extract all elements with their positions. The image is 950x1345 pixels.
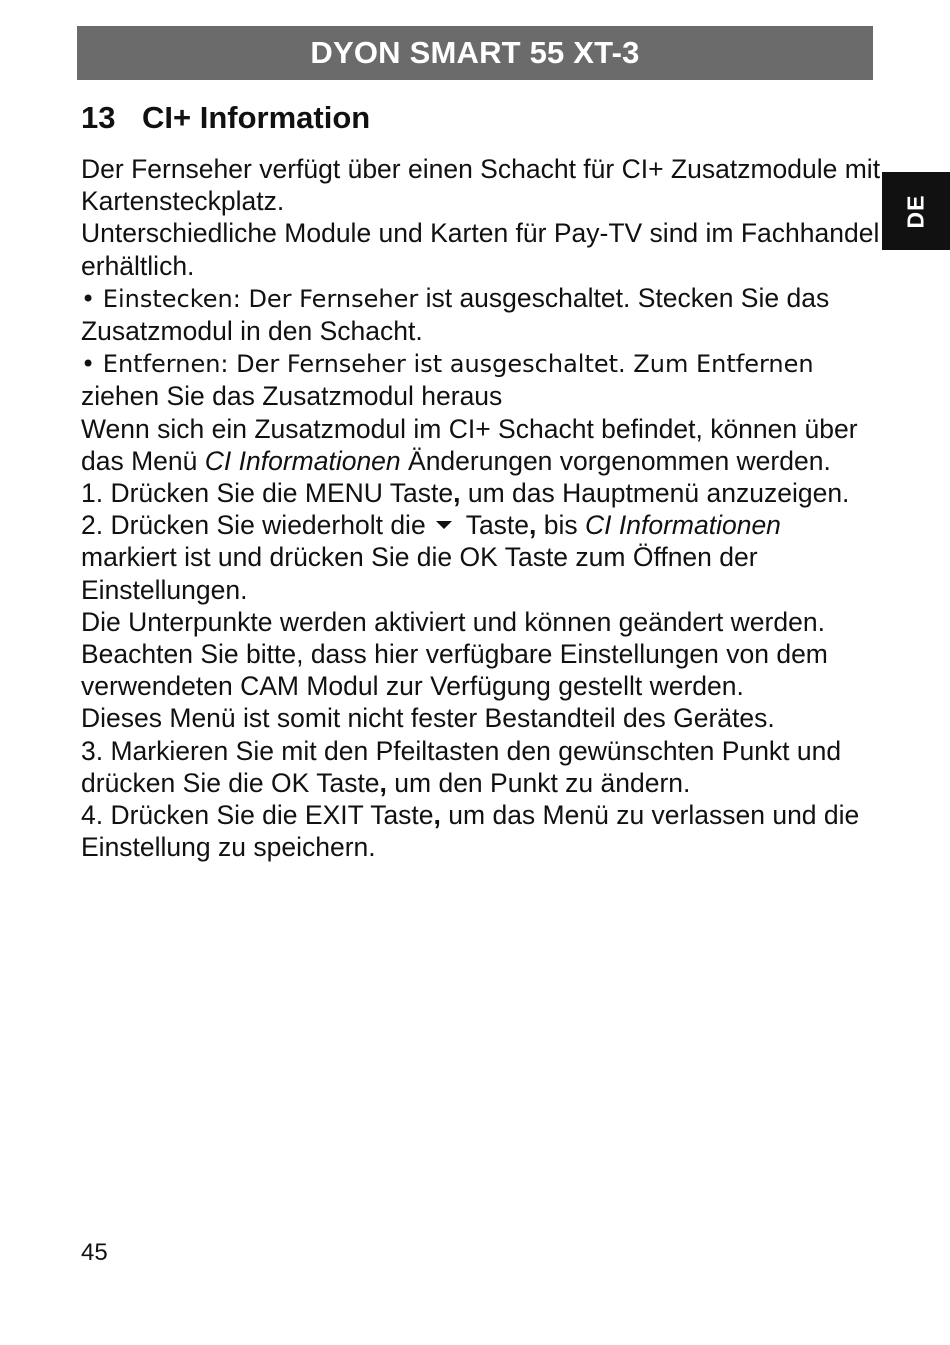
step-2-text-after: markiert ist und drücken Sie die OK Taste zum Öffnen der Einstellungen. [81, 542, 758, 605]
down-arrow-icon [436, 521, 452, 529]
step-4 [81, 799, 881, 863]
step-1-text-after: um das Hauptmenü anzuzeigen. [460, 478, 850, 509]
ci-information-menu-ref: CI Informationen [204, 445, 401, 476]
bullet-insert-rest: ist ausgeschaltet. Stecken Sie das Zusatzmodul in den Schacht. [81, 282, 830, 347]
bullet-insert-lead: • Einstecken: Der Fernseher [81, 284, 419, 313]
bullet-remove-lead: • Entfernen: Der Fernseher ist ausgeschaltet. Zum Entfernen [81, 350, 814, 379]
section-title: CI+ Information [142, 100, 371, 135]
step-3-text-after: um den Punkt zu ändern. [386, 767, 691, 798]
bullet-insert [81, 282, 881, 347]
note-paragraph-2: Dieses Menü ist somit nicht fester Bestandteil des Gerätes. [81, 703, 775, 734]
info-paragraph [81, 413, 881, 477]
info-text-after: Änderungen vorgenommen werden. [400, 445, 831, 476]
step-2-menu-ref: CI Informationen [585, 510, 781, 541]
step-2-comma: , [529, 510, 537, 541]
step-1-comma: , [453, 478, 461, 509]
step-3-text: 3. Markieren Sie mit den Pfeiltasten den gewünschten Punkt und drücken Sie die OK Taste [81, 735, 842, 798]
step-2-bis: bis [536, 510, 586, 541]
step-4-text: 4. Drücken Sie die EXIT Taste [81, 800, 434, 831]
bullet-remove-rest: ziehen Sie das Zusatzmodul heraus [81, 381, 503, 412]
step-1-text: 1. Drücken Sie die MENU Taste [81, 478, 454, 509]
header-title: DYON SMART 55 XT-3 [310, 35, 640, 70]
step-2-text: 2. Drücken Sie wiederholt die [81, 510, 426, 541]
section-number: 13 [81, 100, 116, 135]
bullet-remove [81, 347, 881, 412]
intro-paragraph-2: Unterschiedliche Module und Karten für Pay-TV sind im Fachhandel erhältlich. [81, 218, 880, 281]
step-2 [81, 509, 881, 606]
section-body [81, 153, 881, 863]
intro-paragraph-1: Der Fernseher verfügt über einen Schacht für CI+ Zusatzmodule mit Kartensteckplatz. [81, 154, 881, 217]
step-2-key: Taste [465, 510, 530, 541]
step-1 [81, 477, 881, 509]
step-3-comma: , [379, 767, 387, 798]
language-tab-label: DE [902, 194, 929, 228]
info-text-before: Wenn sich ein Zusatzmodul im CI+ Schacht befindet, können über das Menü [81, 413, 858, 476]
header-bar [77, 26, 873, 80]
section-heading [81, 98, 370, 138]
note-paragraph-1: Die Unterpunkte werden aktiviert und können geändert werden. Beachten Sie bitte, dass hier verfügbare Einstellungen von dem verwendeten CAM Modul zur Verfügung gestellt werden. [81, 606, 828, 702]
step-4-text-after: um das Menü zu verlassen und die Einstellung zu speichern. [81, 800, 860, 863]
language-tab [882, 172, 950, 250]
step-4-comma: , [433, 800, 441, 831]
page-number: 45 [81, 1239, 108, 1266]
step-3 [81, 735, 881, 799]
